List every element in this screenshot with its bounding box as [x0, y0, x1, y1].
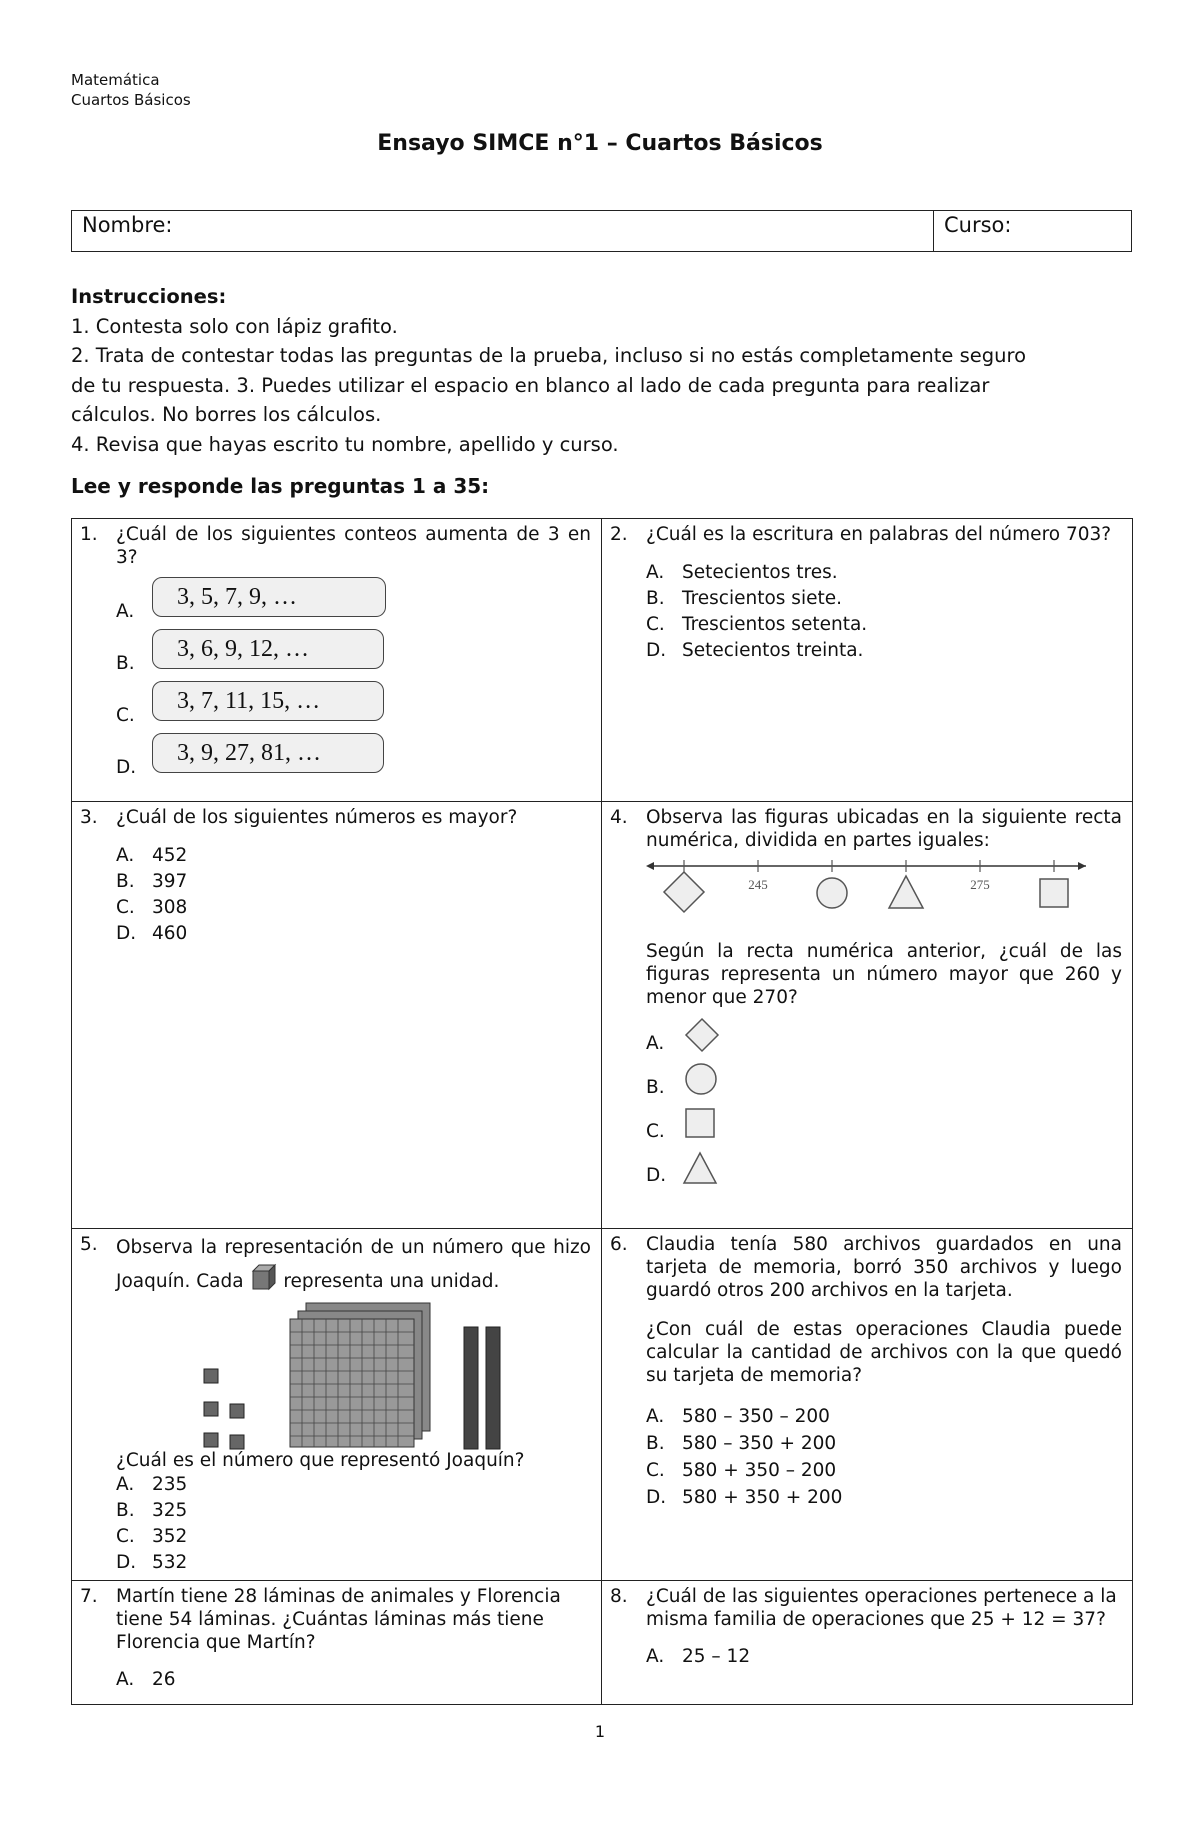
- question-3: [72, 802, 602, 1229]
- question-text: Claudia tenía 580 archivos guardados en una tarjeta de memoria, borró 350 archivos y luego guardó otros 200 archivos en la tarjeta.: [646, 1234, 1122, 1301]
- question-number: 1.: [80, 524, 98, 545]
- sequence-box: 3, 5, 7, 9, …: [152, 577, 386, 617]
- question-number: 6.: [610, 1234, 628, 1255]
- question-number: 4.: [610, 807, 628, 828]
- circle-shape: [817, 878, 847, 908]
- option-a[interactable]: A. 235: [116, 1474, 188, 1495]
- option-a[interactable]: A. 3, 5, 7, 9, …: [116, 571, 591, 623]
- page-title: Ensayo SIMCE n°1 – Cuartos Básicos: [377, 131, 823, 156]
- instructions-heading: Instrucciones:: [71, 285, 227, 308]
- question-text: Martín tiene 28 láminas de animales y Florencia tiene 54 láminas. ¿Cuántas láminas más tiene Florencia que Martín?: [116, 1586, 561, 1653]
- question-4: [602, 802, 1133, 1229]
- option-a[interactable]: A. Setecientos tres.: [646, 562, 838, 583]
- question-text: ¿Cuál es la escritura en palabras del número 703?: [646, 524, 1112, 545]
- option-b[interactable]: B. 3, 6, 9, 12, …: [116, 623, 591, 675]
- question-prompt: ¿Con cuál de estas operaciones Claudia puede calcular la cantidad de archivos con la que quedó su tarjeta de memoria?: [646, 1319, 1122, 1386]
- option-c[interactable]: C. 352: [116, 1526, 188, 1547]
- option-d[interactable]: D. 3, 9, 27, 81, …: [116, 727, 591, 779]
- option-c[interactable]: C. 308: [116, 897, 188, 918]
- option-d[interactable]: D.: [646, 1147, 1122, 1191]
- option-d[interactable]: D. 532: [116, 1552, 188, 1573]
- question-prompt: ¿Cuál es el número que representó Joaquín?: [116, 1450, 525, 1471]
- option-c[interactable]: C.: [646, 1103, 1122, 1147]
- question-7: [72, 1581, 602, 1705]
- question-text: representa una unidad.: [283, 1271, 500, 1292]
- number-line-label: 275: [970, 877, 990, 892]
- question-8: [602, 1581, 1133, 1705]
- question-number: 3.: [80, 807, 98, 828]
- diamond-icon: [682, 1017, 722, 1057]
- question-text: Observa las figuras ubicadas en la siguiente recta numérica, dividida en partes iguales:: [646, 807, 1122, 851]
- number-line: [646, 852, 1086, 916]
- course-field[interactable]: Curso:: [944, 213, 1012, 237]
- option-c[interactable]: C. 580 + 350 – 200: [646, 1460, 837, 1481]
- triangle-icon: [682, 1149, 722, 1189]
- question-number: 8.: [610, 1586, 628, 1607]
- instruction-line: cálculos. No borres los cálculos.: [71, 403, 382, 426]
- option-b[interactable]: B.: [646, 1059, 1122, 1103]
- tens-rods: [464, 1327, 500, 1449]
- unit-cubes: [204, 1369, 244, 1449]
- question-text: ¿Cuál de las siguientes operaciones pertenece a la misma familia de operaciones que 25 + 12 = 37?: [646, 1586, 1117, 1630]
- instructions: [71, 282, 1141, 459]
- name-course-box: [71, 210, 1132, 252]
- instruction-line: de tu respuesta. 3. Puedes utilizar el espacio en blanco al lado de cada pregunta para realizar: [71, 373, 990, 397]
- option-b[interactable]: B. Trescientos siete.: [646, 588, 842, 609]
- instruction-line: 2. Trata de contestar todas las preguntas de la prueba, incluso si no estás completamente seguro: [71, 344, 1026, 367]
- question-prompt: Según la recta numérica anterior, ¿cuál de las figuras representa un número mayor que 260 y menor que 270?: [646, 941, 1122, 1008]
- triangle-shape: [889, 876, 923, 908]
- sequence-box: 3, 7, 11, 15, …: [152, 681, 384, 721]
- question-5: [72, 1229, 602, 1581]
- option-b[interactable]: B. 580 – 350 + 200: [646, 1433, 837, 1454]
- diamond-shape: [664, 872, 704, 912]
- option-a[interactable]: A. 26: [116, 1669, 176, 1690]
- base-ten-blocks: [80, 1297, 560, 1457]
- square-shape: [1040, 879, 1068, 907]
- question-1: [72, 519, 602, 802]
- option-d[interactable]: D. 580 + 350 + 200: [646, 1487, 843, 1508]
- option-a[interactable]: A.: [646, 1015, 1122, 1059]
- question-number: 7.: [80, 1586, 98, 1607]
- page-number: 1: [594, 1722, 606, 1741]
- option-c[interactable]: C. 3, 7, 11, 15, …: [116, 675, 591, 727]
- option-b[interactable]: B. 325: [116, 1500, 188, 1521]
- name-field[interactable]: Nombre:: [72, 211, 934, 251]
- question-number: 2.: [610, 524, 628, 545]
- option-d[interactable]: D. 460: [116, 923, 188, 944]
- lead-text: Lee y responde las preguntas 1 a 35:: [71, 474, 490, 498]
- circle-icon: [682, 1061, 722, 1101]
- option-a[interactable]: A. 580 – 350 – 200: [646, 1406, 830, 1427]
- questions-table: [71, 518, 1133, 1705]
- option-a[interactable]: A. 452: [116, 845, 188, 866]
- instruction-line: 1. Contesta solo con lápiz grafito.: [71, 314, 398, 338]
- question-text: ¿Cuál de los siguientes números es mayor?: [116, 807, 518, 828]
- option-a[interactable]: A. 25 – 12: [646, 1646, 751, 1667]
- number-line-label: 245: [748, 877, 768, 892]
- option-c[interactable]: C. Trescientos setenta.: [646, 614, 868, 635]
- option-d[interactable]: D. Setecientos treinta.: [646, 640, 864, 661]
- square-icon: [682, 1105, 722, 1145]
- sequence-box: 3, 9, 27, 81, …: [152, 733, 384, 773]
- option-b[interactable]: B. 397: [116, 871, 188, 892]
- question-text: ¿Cuál de los siguientes conteos aumenta de 3 en 3?: [116, 524, 591, 568]
- header-grade: Cuartos Básicos: [71, 91, 191, 109]
- unit-cube-icon: [249, 1263, 277, 1291]
- question-number: 5.: [80, 1234, 98, 1255]
- question-6: [602, 1229, 1133, 1581]
- header-subject: Matemática: [71, 71, 160, 89]
- question-2: [602, 519, 1133, 802]
- instruction-line: 4. Revisa que hayas escrito tu nombre, apellido y curso.: [71, 432, 619, 456]
- hundreds-flats: [290, 1303, 430, 1447]
- sequence-box: 3, 6, 9, 12, …: [152, 629, 384, 669]
- question-text: Observa la representación de un número que hizo Joaquín. Cada: [116, 1237, 591, 1292]
